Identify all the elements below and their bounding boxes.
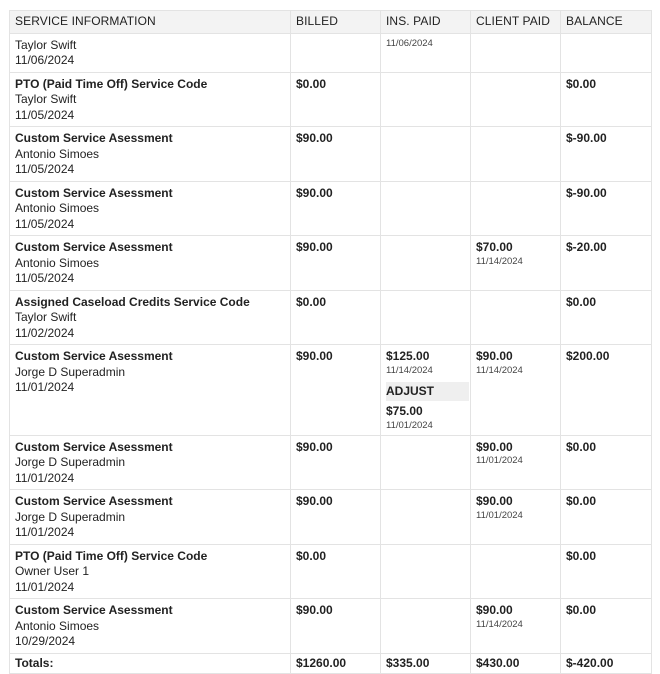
balance-amount: $200.00 xyxy=(566,349,610,363)
billed-cell xyxy=(291,435,381,490)
service-name: Custom Service Asessment xyxy=(15,603,173,617)
client-paid-amount: $90.00 xyxy=(476,439,513,454)
client-paid-cell xyxy=(471,490,561,545)
service-name: Custom Service Asessment xyxy=(15,349,173,363)
billed-amount: $90.00 xyxy=(296,185,333,200)
service-information-cell xyxy=(10,181,291,236)
balance-amount: $-90.00 xyxy=(566,185,607,200)
service-name: Custom Service Asessment xyxy=(15,131,173,145)
totals-label: Totals: xyxy=(10,653,291,674)
balance-cell xyxy=(561,490,652,545)
billed-cell xyxy=(291,127,381,182)
billed-cell xyxy=(291,72,381,127)
service-date: 11/01/2024 xyxy=(15,380,75,394)
billed-amount: $90.00 xyxy=(296,349,333,363)
table-row xyxy=(10,290,652,345)
client-paid-amount: $90.00 xyxy=(476,349,513,363)
balance-cell xyxy=(561,345,652,436)
ins-paid-cell xyxy=(381,33,471,72)
table-row xyxy=(10,181,652,236)
ins-paid-cell xyxy=(381,236,471,291)
provider-name: Taylor Swift xyxy=(15,37,77,52)
service-name: Custom Service Asessment xyxy=(15,439,173,454)
billed-amount: $0.00 xyxy=(296,548,327,563)
service-date: 11/05/2024 xyxy=(15,162,75,176)
totals-row xyxy=(10,653,652,674)
table-row xyxy=(10,236,652,291)
service-information-cell xyxy=(10,490,291,545)
table-row xyxy=(10,435,652,490)
header-client-paid: CLIENT PAID xyxy=(471,11,561,34)
service-information-cell xyxy=(10,290,291,345)
service-information-cell xyxy=(10,33,291,72)
header-service-information: SERVICE INFORMATION xyxy=(10,11,291,34)
service-date: 11/05/2024 xyxy=(15,107,75,122)
provider-name: Antonio Simoes xyxy=(15,618,100,633)
service-information-cell xyxy=(10,127,291,182)
balance-amount: $0.00 xyxy=(566,294,597,309)
service-information-cell xyxy=(10,72,291,127)
provider-name: Owner User 1 xyxy=(15,564,90,578)
billed-amount: $90.00 xyxy=(296,439,333,454)
provider-name: Jorge D Superadmin xyxy=(15,364,126,379)
client-paid-cell xyxy=(471,236,561,291)
client-paid-amount: $90.00 xyxy=(476,603,513,617)
service-information-cell xyxy=(10,599,291,654)
billed-amount: $0.00 xyxy=(296,294,327,309)
table-row xyxy=(10,490,652,545)
service-date: 11/05/2024 xyxy=(15,271,75,285)
header-balance: BALANCE xyxy=(561,11,652,34)
ins-paid-amount: $125.00 xyxy=(386,349,430,363)
balance-cell xyxy=(561,544,652,599)
balance-cell xyxy=(561,127,652,182)
ins-paid-cell xyxy=(381,435,471,490)
service-name: PTO (Paid Time Off) Service Code xyxy=(15,76,208,91)
table-row xyxy=(10,33,652,72)
billed-cell xyxy=(291,345,381,436)
service-information-cell xyxy=(10,435,291,490)
balance-amount: $-90.00 xyxy=(566,131,607,145)
ins-paid-cell xyxy=(381,290,471,345)
billing-table xyxy=(9,10,652,674)
header-ins-paid: INS. PAID xyxy=(381,11,471,34)
provider-name: Antonio Simoes xyxy=(15,255,100,270)
service-date: 11/01/2024 xyxy=(15,579,75,594)
totals-ins-paid: $335.00 xyxy=(381,653,471,674)
balance-amount: $0.00 xyxy=(566,603,597,617)
client-paid-cell xyxy=(471,544,561,599)
balance-cell xyxy=(561,599,652,654)
totals-billed: $1260.00 xyxy=(291,653,381,674)
client-paid-cell xyxy=(471,181,561,236)
balance-amount: $0.00 xyxy=(566,76,597,91)
balance-amount: $0.00 xyxy=(566,548,597,563)
billed-cell xyxy=(291,599,381,654)
adjust-amount: $75.00 xyxy=(386,404,423,418)
ins-paid-cell xyxy=(381,490,471,545)
balance-cell xyxy=(561,181,652,236)
service-name: PTO (Paid Time Off) Service Code xyxy=(15,548,208,563)
ins-paid-cell xyxy=(381,181,471,236)
billed-amount: $90.00 xyxy=(296,494,333,508)
billed-amount: $90.00 xyxy=(296,240,333,254)
service-information-cell xyxy=(10,544,291,599)
table-row xyxy=(10,599,652,654)
table-header-row xyxy=(10,11,652,34)
service-date: 11/06/2024 xyxy=(15,53,75,67)
billed-cell xyxy=(291,181,381,236)
billed-amount: $90.00 xyxy=(296,131,333,145)
provider-name: Jorge D Superadmin xyxy=(15,509,126,524)
balance-amount: $-20.00 xyxy=(566,240,607,254)
service-date: 11/01/2024 xyxy=(15,470,75,485)
billed-cell xyxy=(291,33,381,72)
balance-cell xyxy=(561,290,652,345)
client-paid-date: 11/14/2024 xyxy=(476,364,523,376)
client-paid-cell xyxy=(471,345,561,436)
ins-paid-date: 11/14/2024 xyxy=(386,364,433,376)
client-paid-cell xyxy=(471,127,561,182)
service-information-cell xyxy=(10,345,291,436)
service-information-cell xyxy=(10,236,291,291)
client-paid-cell xyxy=(471,599,561,654)
table-row xyxy=(10,127,652,182)
provider-name: Jorge D Superadmin xyxy=(15,455,126,469)
ins-paid-date: 11/06/2024 xyxy=(386,37,433,49)
balance-cell xyxy=(561,435,652,490)
service-name: Assigned Caseload Credits Service Code xyxy=(15,294,250,309)
service-date: 11/01/2024 xyxy=(15,525,75,539)
service-name: Custom Service Asessment xyxy=(15,185,173,200)
service-date: 11/02/2024 xyxy=(15,325,75,340)
client-paid-date: 11/14/2024 xyxy=(476,255,523,267)
provider-name: Taylor Swift xyxy=(15,310,77,324)
service-name: Custom Service Asessment xyxy=(15,494,173,508)
billed-cell xyxy=(291,236,381,291)
billed-cell xyxy=(291,290,381,345)
client-paid-cell xyxy=(471,290,561,345)
totals-client-paid: $430.00 xyxy=(471,653,561,674)
table-row xyxy=(10,345,652,436)
table-row xyxy=(10,72,652,127)
service-date: 11/05/2024 xyxy=(15,216,75,231)
client-paid-amount: $90.00 xyxy=(476,494,513,508)
client-paid-date: 11/14/2024 xyxy=(476,618,523,630)
provider-name: Antonio Simoes xyxy=(15,146,100,161)
table-row xyxy=(10,544,652,599)
header-billed: BILLED xyxy=(291,11,381,34)
provider-name: Antonio Simoes xyxy=(15,201,100,215)
client-paid-date: 11/01/2024 xyxy=(476,455,523,466)
ins-paid-cell xyxy=(381,127,471,182)
service-date: 10/29/2024 xyxy=(15,634,76,648)
totals-balance: $-420.00 xyxy=(561,653,652,674)
balance-amount: $0.00 xyxy=(566,494,597,508)
billed-cell xyxy=(291,544,381,599)
provider-name: Taylor Swift xyxy=(15,92,77,106)
ins-paid-cell xyxy=(381,345,471,436)
ins-paid-cell xyxy=(381,72,471,127)
client-paid-cell xyxy=(471,435,561,490)
client-paid-cell xyxy=(471,72,561,127)
adjust-label: ADJUST xyxy=(386,382,469,402)
client-paid-date: 11/01/2024 xyxy=(476,509,523,521)
service-name: Custom Service Asessment xyxy=(15,240,173,254)
billed-amount: $90.00 xyxy=(296,603,333,617)
billed-cell xyxy=(291,490,381,545)
balance-cell xyxy=(561,33,652,72)
client-paid-cell xyxy=(471,33,561,72)
client-paid-amount: $70.00 xyxy=(476,240,513,254)
adjust-date: 11/01/2024 xyxy=(386,419,433,431)
balance-cell xyxy=(561,236,652,291)
ins-paid-cell xyxy=(381,544,471,599)
ins-paid-cell xyxy=(381,599,471,654)
balance-cell xyxy=(561,72,652,127)
billed-amount: $0.00 xyxy=(296,76,327,91)
balance-amount: $0.00 xyxy=(566,439,597,454)
